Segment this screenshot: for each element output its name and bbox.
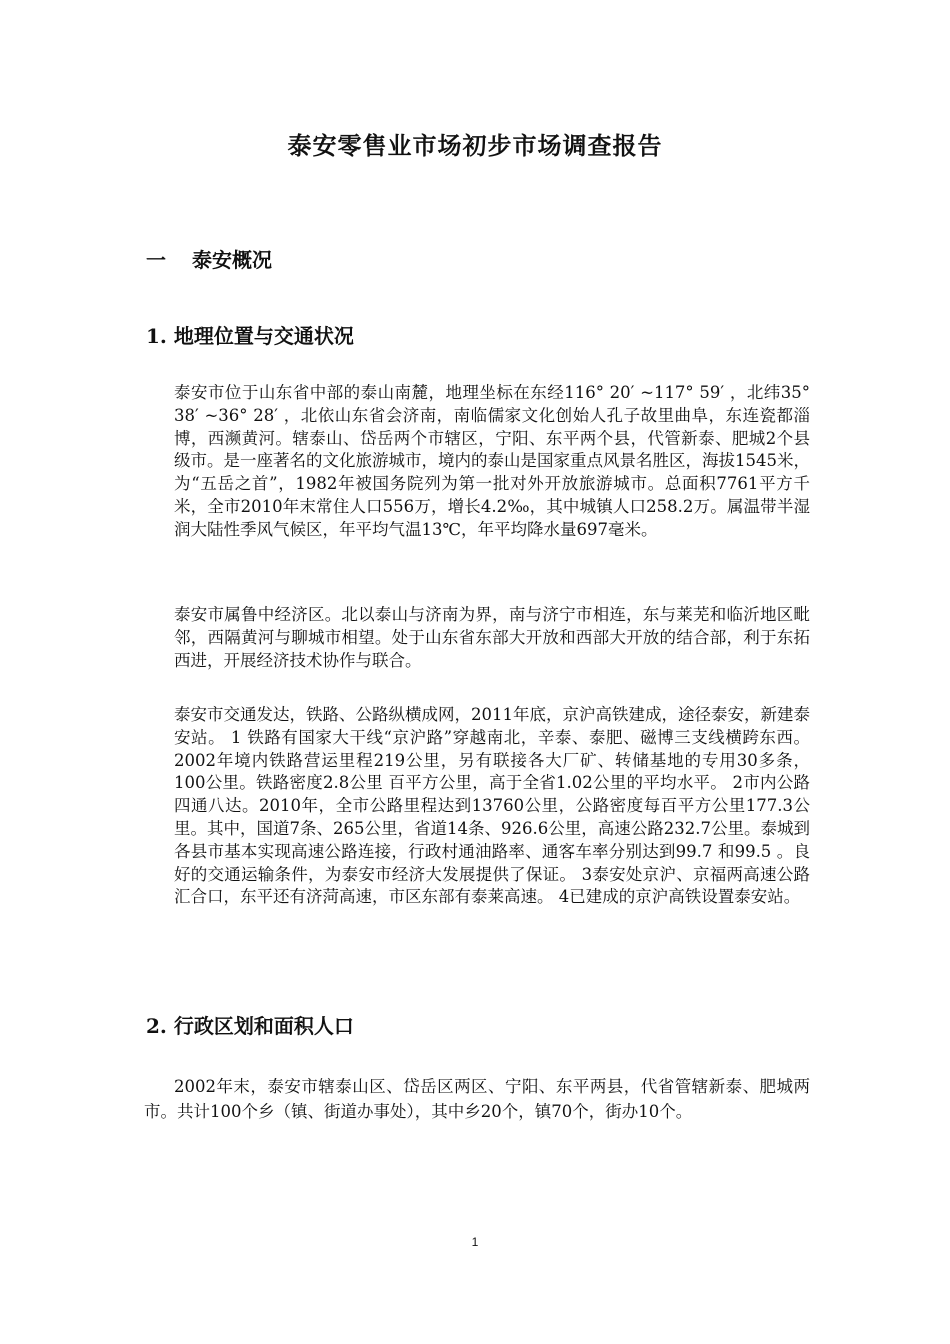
document-title: 泰安零售业市场初步市场调查报告 xyxy=(287,132,663,160)
paragraph-administration: 2002年末，泰安市辖泰山区、岱岳区两区、宁阳、东平两县，代省管辖新泰、肥城两市。共计100个乡（镇、街道办事处），其中乡20个，镇70个，街办10个。 xyxy=(144,1077,810,1121)
paragraph-location: 泰安市位于山东省中部的泰山南麓，地理坐标在东经116° 20′ ~117° 59′ ，北纬35° 38′ ~36° 28′ ，北依山东省会济南，南临儒家文化创始人孔子故里曲阜，东连瓷都淄博，西濒黄河。辖泰山、岱岳两个市辖区，宁阳、东平两个县，代管新泰、肥城2个县级市。是一座著名的文化旅游城市，境内的泰山是国家重点风景名胜区，海拔1545米，为“五岳之首”，1982年被国务院列为第一批对外开放旅游城市。总面积7761平方千米，全市2010年末常住人口556万，增长4.2‰，其中城镇人口258.2万。属温带半湿润大陆性季风气候区，年平均气温13℃，年平均降水量697毫米。 xyxy=(174,383,810,539)
section-title: 泰安概况 xyxy=(192,248,272,272)
page-number: 1 xyxy=(471,1235,479,1249)
subsection-heading-geography: 1. 地理位置与交通状况 xyxy=(146,324,354,348)
subsection-heading-administration: 2. 行政区划和面积人口 xyxy=(146,1014,354,1038)
paragraph-economic-region: 泰安市属鲁中经济区。北以泰山与济南为界，南与济宁市相连，东与莱芜和临沂地区毗邻，西隔黄河与聊城市相望。处于山东省东部大开放和西部大开放的结合部，利于东拓西进，开展经济技术协作与联合。 xyxy=(174,605,810,670)
paragraph-transportation: 泰安市交通发达，铁路、公路纵横成网，2011年底，京沪高铁建成，途径泰安，新建泰安站。 1 铁路有国家大干线“京沪路”穿越南北，辛泰、泰肥、磁博三支线横跨东西。2002年境内铁路营运里程219公里，另有联接各大厂矿、转储基地的专用30多条，100公里。铁路密度2.8公里 百平方公里，高于全省1.02公里的平均水平。 2市内公路四通八达。2010年，全市公路里程达到13760公里，公路密度每百平方公里177.3公里。其中，国道7条、265公里，省道14条、926.6公里，高速公路232.7公里。泰城到各县市基本实现高速公路连接，行政村通油路率、通客车率分别达到99.7 和99.5 。良好的交通运输条件，为泰安市经济大发展提供了保证。 3泰安处京沪、京福两高速公路汇合口，东平还有济菏高速，市区东部有泰莱高速。 4已建成的京沪高铁设置泰安站。 xyxy=(174,705,810,907)
section-number: 一 xyxy=(146,248,166,272)
section-heading-overview xyxy=(146,244,272,273)
